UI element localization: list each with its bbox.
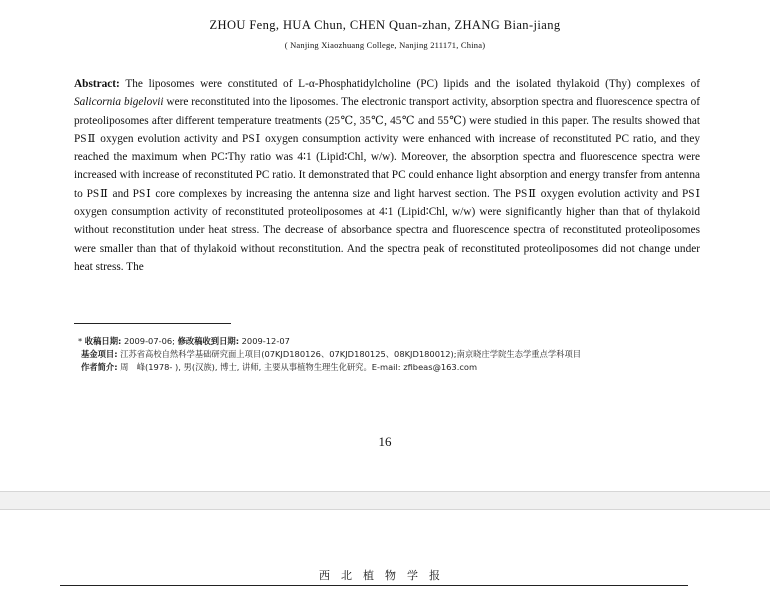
footnotes — [78, 335, 581, 374]
header-rule — [60, 585, 688, 586]
author-bio-value: 周 峰(1978- ), 男(汉族), 博士, 讲师, 主要从事植物生理生化研究。E-mail: zfibeas@163.com — [117, 362, 478, 372]
author-list: ZHOU Feng, HUA Chun, CHEN Quan-zhan, ZHANG Bian-jiang — [209, 18, 561, 32]
abstract-paragraph — [74, 75, 700, 276]
footnote-dates: * 收稿日期: 2009-07-06; 修改稿收到日期: 2009-12-07 — [78, 336, 290, 346]
page-separator — [0, 491, 770, 510]
fund-label: 基金项目: — [81, 349, 118, 359]
revised-date: 2009-12-07 — [239, 336, 290, 346]
author-bio-label: 作者简介: — [81, 362, 118, 372]
footnote-fund — [78, 348, 581, 361]
species-name: Salicornia bigelovii — [74, 96, 164, 109]
abstract-text-part2: were reconstituted into the liposomes. The electronic transport activity, absorption spectra and fluorescence spectra of proteoliposomes after different temperature treatments (25℃, 35℃, 45℃ and 55℃) were studied in this paper. The results showed that PSⅡ oxygen evolution activity and PSⅠ oxygen consumption activity were enhanced with increase of reconstituted PC ratio, and they reached the maximum when PC∶Thy ratio was 4∶1 (Lipid∶Chl, w/w). Moreover, the absorption spectra and fluorescence spectra were increased with increase of reconstituted PC ratio. It demonstrated that PC could enhance light absorption and energy transfer from antenna to PSⅡ and PSⅠ core complexes by increasing the antenna size and light harvest section. The PSⅡ oxygen evolution activity and PSⅠ oxygen consumption activity of reconstituted proteoliposomes at 4∶1 (Lipid∶Chl, w/w) were significantly higher than that of thylakoid without reconstitution under heat stress. The decrease of absorbance spectra and fluorescence spectra of reconstituted proteoliposomes were smaller than that of thylakoid without reconstitution. And the spectra peak of reconstituted proteoliposomes did not change under heat stress. The — [74, 96, 700, 273]
footnote-author — [78, 361, 581, 374]
abstract-text-part1: The liposomes were constituted of L-α-Phosphatidylcholine (PC) lipids and the isolated thylakoid (Thy) complexes of — [119, 78, 700, 90]
footnote-divider — [74, 323, 231, 324]
running-header: 西北植物学报 — [319, 569, 451, 582]
page-number: 16 — [378, 434, 392, 449]
received-label: 收稿日期: — [84, 336, 122, 346]
abstract-label: Abstract: — [74, 78, 120, 90]
received-date: 2009-07-06; — [121, 336, 175, 346]
fund-value: 江苏省高校自然科学基础研究面上项目(07KJD180126、07KJD180125、08KJD180012);南京晓庄学院生态学重点学科项目 — [117, 349, 582, 359]
affiliation: ( Nanjing Xiaozhuang College, Nanjing 211171, China) — [284, 40, 486, 50]
revised-label: 修改稿收到日期: — [177, 336, 240, 346]
